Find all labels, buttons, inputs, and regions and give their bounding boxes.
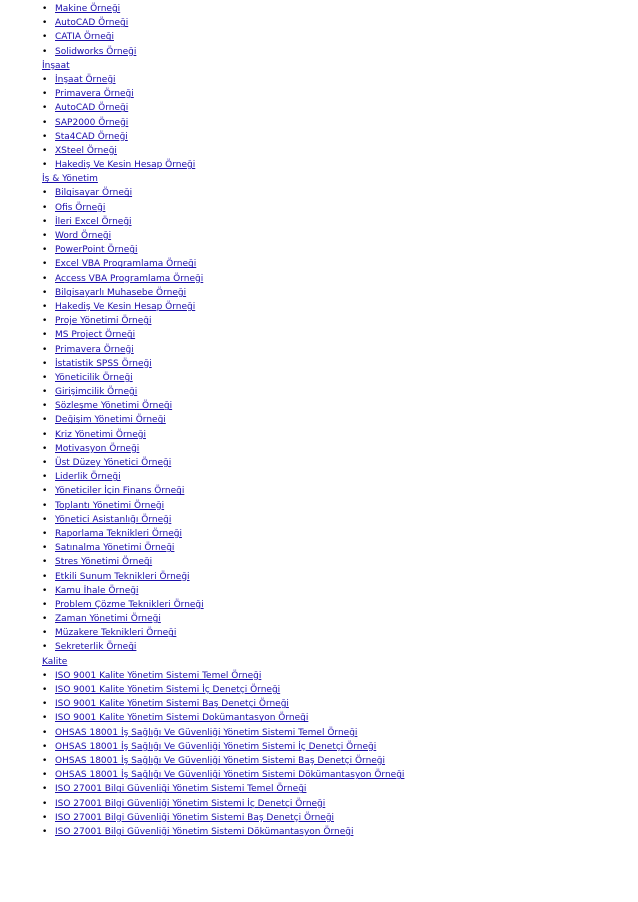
course-link[interactable]: Yöneticiler İçin Finans Örneği (55, 486, 185, 497)
bullet-icon: • (42, 528, 48, 539)
list-item (42, 371, 632, 385)
course-list-document (42, 2, 632, 839)
list-item (42, 768, 632, 782)
bullet-icon: • (42, 599, 48, 610)
course-link[interactable]: Etkili Sunum Teknikleri Örneği (55, 571, 190, 582)
list-item (42, 16, 632, 30)
course-link[interactable]: Sekreterlik Örneği (55, 642, 137, 653)
bullet-icon: • (42, 160, 48, 171)
course-link[interactable]: OHSAS 18001 İş Sağlığı Ve Güvenliği Yönetim Sistemi Baş Denetçi Örneği (55, 755, 386, 766)
course-link[interactable]: Bilgisayarlı Muhasebe Örneği (55, 287, 187, 298)
bullet-icon: • (42, 429, 48, 440)
course-link[interactable]: SAP2000 Örneği (55, 117, 129, 128)
bullet-icon: • (42, 798, 48, 809)
course-link[interactable]: Değişim Yönetimi Örneği (55, 415, 166, 426)
list-item (42, 130, 632, 144)
course-link[interactable]: Proje Yönetimi Örneği (55, 316, 152, 327)
bullet-icon: • (42, 784, 48, 795)
list-item (42, 825, 632, 839)
course-link[interactable]: ISO 9001 Kalite Yönetim Sistemi Temel Örneği (55, 670, 262, 681)
bullet-icon: • (42, 131, 48, 142)
bullet-icon: • (42, 812, 48, 823)
bullet-icon: • (42, 741, 48, 752)
bullet-icon: • (42, 301, 48, 312)
bullet-icon: • (42, 259, 48, 270)
bullet-icon: • (42, 216, 48, 227)
list-item (42, 116, 632, 130)
bullet-icon: • (42, 330, 48, 341)
bullet-icon: • (42, 770, 48, 781)
bullet-icon: • (42, 117, 48, 128)
bullet-icon: • (42, 443, 48, 454)
bullet-icon: • (42, 826, 48, 837)
course-link[interactable]: Hakediş Ve Kesin Hesap Örneği (55, 301, 196, 312)
list-item (42, 499, 632, 513)
course-link[interactable]: PowerPoint Örneği (55, 245, 138, 256)
list-item (42, 101, 632, 115)
course-link[interactable]: Makine Örneği (55, 4, 121, 14)
course-link[interactable]: Ofis Örneği (55, 202, 106, 213)
bullet-icon: • (42, 231, 48, 241)
list-item (42, 257, 632, 271)
list-item (42, 570, 632, 584)
list-item (42, 797, 632, 811)
course-link[interactable]: İstatistik SPSS Örneği (55, 358, 152, 369)
bullet-icon: • (42, 514, 48, 525)
bullet-icon: • (42, 202, 48, 213)
list-item (42, 584, 632, 598)
list-item (42, 527, 632, 541)
list-item (42, 144, 632, 158)
bullet-icon: • (42, 699, 48, 710)
course-link[interactable]: Bilgisayar Örneği (55, 188, 133, 199)
bullet-icon: • (42, 415, 48, 426)
list-item (42, 314, 632, 328)
course-link[interactable]: Excel VBA Programlama Örneği (55, 259, 197, 270)
list-item (42, 328, 632, 342)
course-link[interactable]: İleri Excel Örneği (55, 216, 132, 227)
list-item (42, 541, 632, 555)
list-item (42, 669, 632, 683)
bullet-icon: • (42, 287, 48, 298)
category-heading (42, 655, 632, 669)
list-item (42, 215, 632, 229)
course-link[interactable]: Satınalma Yönetimi Örneği (55, 543, 175, 554)
bullet-icon: • (42, 557, 48, 568)
bullet-icon: • (42, 188, 48, 199)
course-link[interactable]: Yöneticilik Örneği (55, 372, 133, 383)
list-item (42, 626, 632, 640)
course-link[interactable]: OHSAS 18001 İş Sağlığı Ve Güvenliği Yönetim Sistemi Temel Örneği (55, 727, 358, 738)
bullet-icon: • (42, 145, 48, 156)
bullet-icon: • (42, 273, 48, 284)
list-item (42, 740, 632, 754)
bullet-icon: • (42, 685, 48, 695)
bullet-icon: • (42, 387, 48, 398)
course-link[interactable]: Yönetici Asistanlığı Örneği (55, 514, 172, 525)
course-link[interactable]: Problem Çözme Teknikleri Örneği (55, 599, 204, 610)
bullet-icon: • (42, 18, 48, 29)
course-link[interactable]: ISO 9001 Kalite Yönetim Sistemi Dokümantasyon Örneği (55, 713, 309, 724)
bullet-icon: • (42, 344, 48, 355)
course-link[interactable]: Girişimcilik Örneği (55, 387, 138, 398)
list-item (42, 470, 632, 484)
category-link[interactable]: İş & Yönetim (42, 174, 98, 185)
bullet-icon: • (42, 46, 48, 57)
list-item (42, 640, 632, 654)
bullet-icon: • (42, 670, 48, 681)
course-link[interactable]: Sözleşme Yönetimi Örneği (55, 401, 173, 412)
course-link[interactable]: Stres Yönetimi Örneği (55, 557, 153, 568)
course-link[interactable]: Raporlama Teknikleri Örneği (55, 528, 182, 539)
list-item (42, 73, 632, 87)
course-link[interactable]: XSteel Örneği (55, 145, 117, 156)
list-item (42, 442, 632, 456)
course-link[interactable]: ISO 27001 Bilgi Güvenliği Yönetim Sistemi İç Denetçi Örneği (55, 798, 326, 809)
list-item (42, 87, 632, 101)
bullet-icon: • (42, 755, 48, 766)
course-link[interactable]: Primavera Örneği (55, 344, 134, 355)
course-link[interactable]: AutoCAD Örneği (55, 103, 129, 114)
list-item (42, 697, 632, 711)
bullet-icon: • (42, 713, 48, 724)
list-item (42, 399, 632, 413)
course-link[interactable]: MS Project Örneği (55, 330, 136, 341)
list-item (42, 456, 632, 470)
list-item (42, 555, 632, 569)
bullet-icon: • (42, 543, 48, 554)
bullet-icon: • (42, 727, 48, 738)
list-item (42, 45, 632, 59)
bullet-icon: • (42, 500, 48, 511)
list-item (42, 683, 632, 697)
bullet-icon: • (42, 486, 48, 497)
course-link[interactable]: CATIA Örneği (55, 32, 114, 43)
list-item (42, 612, 632, 626)
course-link[interactable]: OHSAS 18001 İş Sağlığı Ve Güvenliği Yönetim Sistemi İç Denetçi Örneği (55, 741, 377, 752)
list-item (42, 201, 632, 215)
course-link[interactable]: Sta4CAD Örneği (55, 131, 128, 142)
list-item (42, 272, 632, 286)
bullet-icon: • (42, 372, 48, 383)
list-item (42, 726, 632, 740)
list-item (42, 598, 632, 612)
course-link[interactable]: ISO 27001 Bilgi Güvenliği Yönetim Sistemi Dökümantasyon Örneği (55, 826, 354, 837)
list-item (42, 229, 632, 243)
course-link[interactable]: ISO 27001 Bilgi Güvenliği Yönetim Sistemi Temel Örneği (55, 784, 307, 795)
list-item (42, 286, 632, 300)
course-link[interactable]: Hakediş Ve Kesin Hesap Örneği (55, 160, 196, 171)
list-item (42, 343, 632, 357)
list-item (42, 186, 632, 200)
bullet-icon: • (42, 4, 48, 14)
bullet-icon: • (42, 614, 48, 625)
list-item (42, 428, 632, 442)
list-item (42, 754, 632, 768)
category-link[interactable]: İnşaat (42, 60, 70, 71)
bullet-icon: • (42, 245, 48, 256)
course-link[interactable]: OHSAS 18001 İş Sağlığı Ve Güvenliği Yönetim Sistemi Dökümantasyon Örneği (55, 770, 405, 781)
course-link[interactable]: AutoCAD Örneği (55, 18, 129, 29)
course-link[interactable]: Kamu İhale Örneği (55, 585, 139, 596)
course-link[interactable]: Word Örneği (55, 231, 112, 241)
course-link[interactable]: ISO 27001 Bilgi Güvenliği Yönetim Sistemi Baş Denetçi Örneği (55, 812, 335, 823)
bullet-icon: • (42, 316, 48, 327)
list-item (42, 243, 632, 257)
list-item (42, 158, 632, 172)
course-link[interactable]: Müzakere Teknikleri Örneği (55, 628, 177, 639)
bullet-icon: • (42, 74, 48, 85)
bullet-icon: • (42, 401, 48, 412)
course-link[interactable]: Zaman Yönetimi Örneği (55, 614, 161, 625)
bullet-icon: • (42, 571, 48, 582)
course-link[interactable]: Kriz Yönetimi Örneği (55, 429, 146, 440)
course-link[interactable]: İnşaat Örneği (55, 74, 116, 85)
bullet-icon: • (42, 472, 48, 483)
bullet-icon: • (42, 89, 48, 100)
category-link[interactable]: Kalite (42, 656, 68, 667)
bullet-icon: • (42, 642, 48, 653)
list-item (42, 357, 632, 371)
list-item (42, 484, 632, 498)
list-item (42, 782, 632, 796)
list-item (42, 513, 632, 527)
course-link[interactable]: Liderlik Örneği (55, 472, 121, 483)
course-link[interactable]: Access VBA Programlama Örneği (55, 273, 204, 284)
bullet-icon: • (42, 628, 48, 639)
list-item (42, 413, 632, 427)
list-item (42, 300, 632, 314)
course-link[interactable]: Toplantı Yönetimi Örneği (55, 500, 165, 511)
bullet-icon: • (42, 103, 48, 114)
category-heading (42, 172, 632, 186)
list-item (42, 711, 632, 725)
list-item (42, 30, 632, 44)
course-link[interactable]: Primavera Örneği (55, 89, 134, 100)
course-link[interactable]: Solidworks Örneği (55, 46, 137, 57)
category-heading (42, 59, 632, 73)
list-item (42, 385, 632, 399)
list-item (42, 2, 632, 16)
course-link[interactable]: Motivasyon Örneği (55, 443, 140, 454)
bullet-icon: • (42, 458, 48, 468)
bullet-icon: • (42, 358, 48, 369)
course-link[interactable]: ISO 9001 Kalite Yönetim Sistemi İç Denetçi Örneği (55, 685, 281, 695)
list-item (42, 811, 632, 825)
course-link[interactable]: ISO 9001 Kalite Yönetim Sistemi Baş Denetçi Örneği (55, 699, 289, 710)
course-link[interactable]: Üst Düzey Yönetici Örneği (55, 458, 172, 468)
bullet-icon: • (42, 32, 48, 43)
bullet-icon: • (42, 585, 48, 596)
